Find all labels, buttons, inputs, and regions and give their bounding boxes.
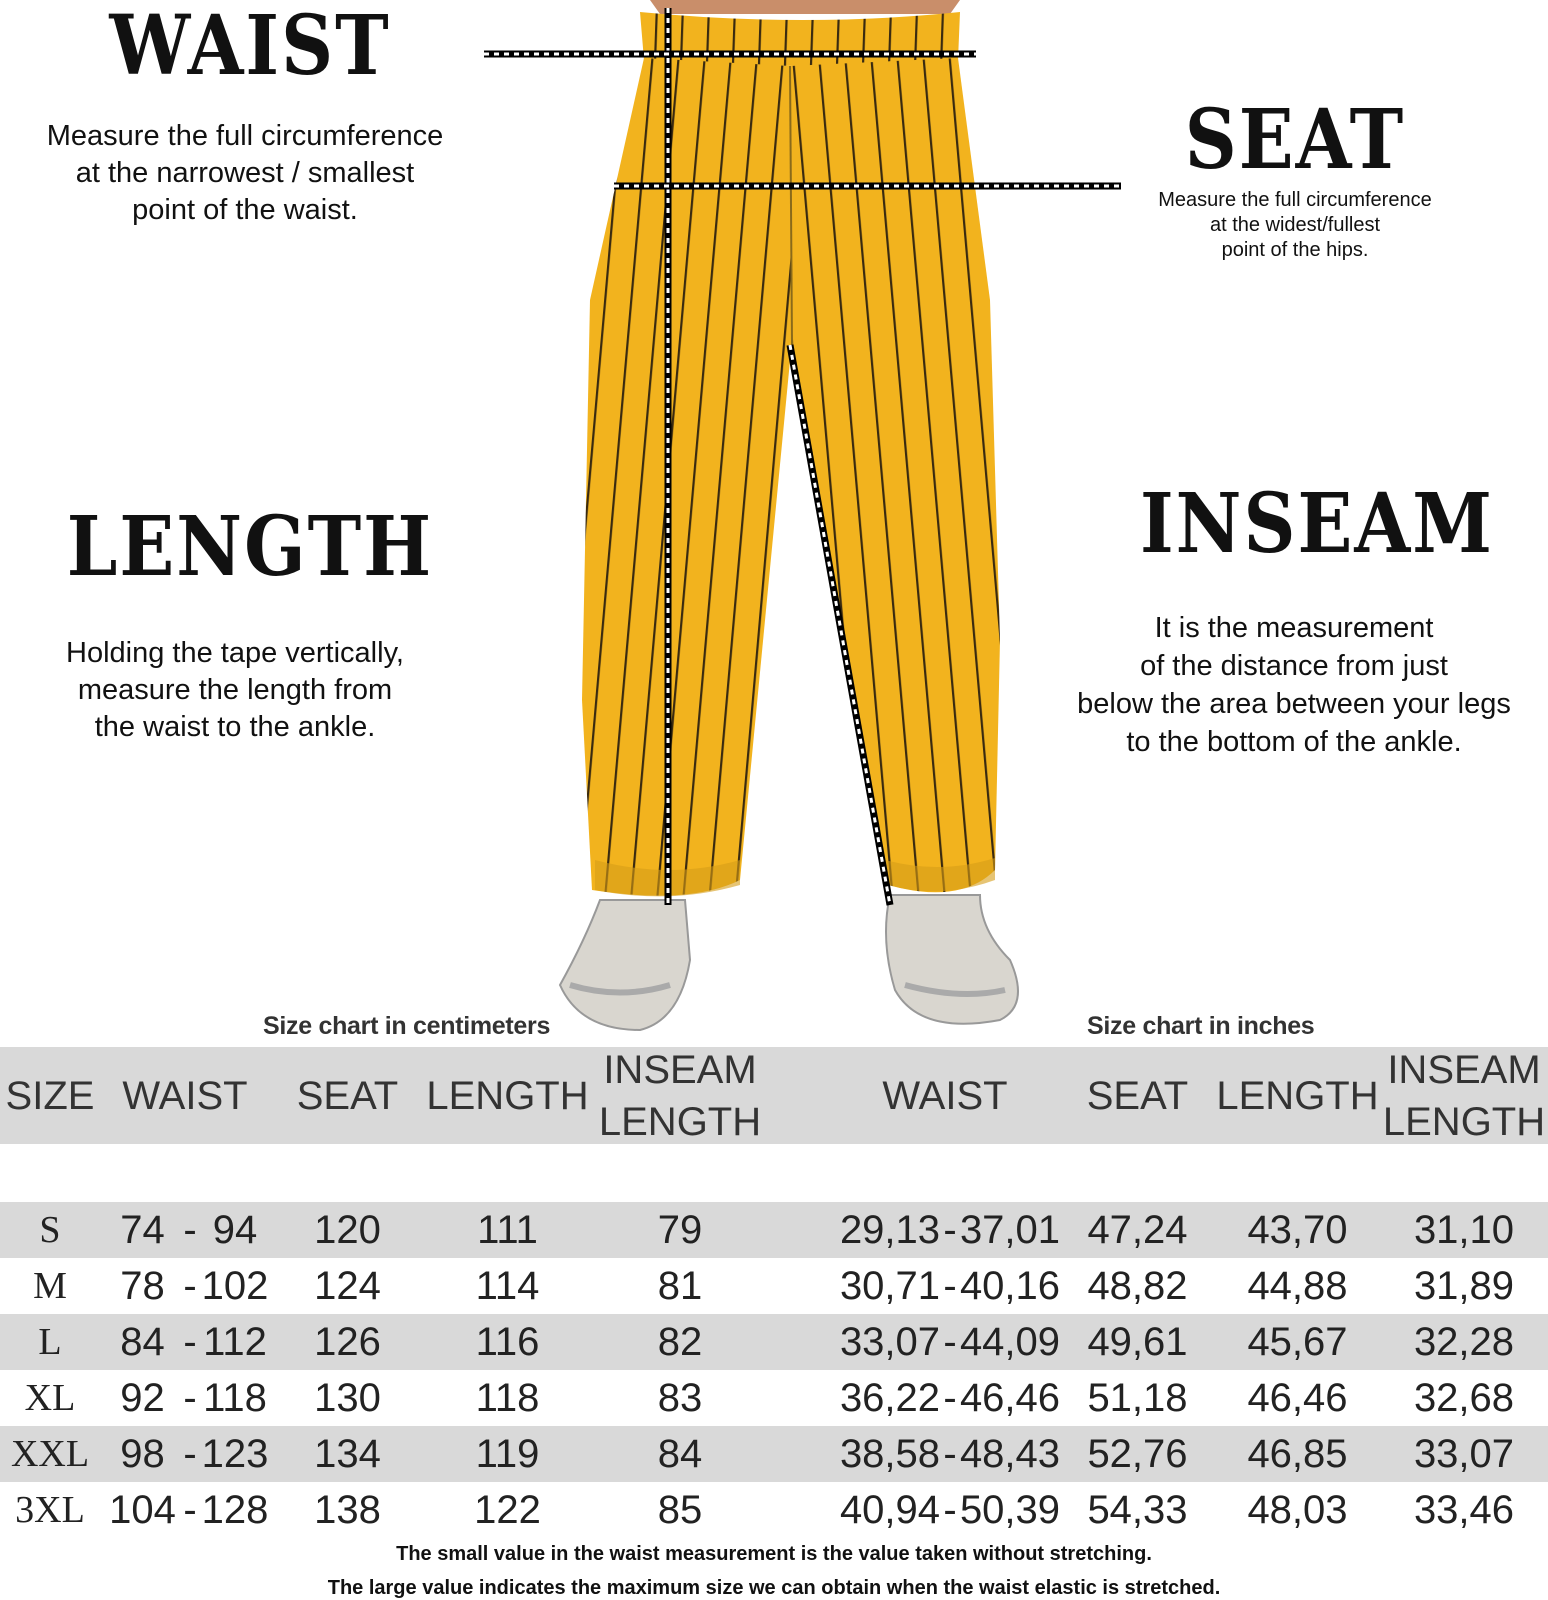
pants-illustration [540,0,1080,1040]
cell-waist-in-sep: - [943,1263,957,1308]
cell-waist-in-sep: - [943,1431,957,1476]
cell-inseam-in: 32,28 [1413,1319,1515,1364]
inseam-heading: INSEAM [1140,473,1494,572]
cell-waist-cm-max: 112 [203,1319,267,1364]
cell-length-cm: 119 [475,1431,540,1476]
cell-seat-in: 52,76 [1087,1431,1188,1476]
cell-waist-in-sep: - [943,1319,957,1364]
header-seat-cm: SEAT [296,1073,399,1118]
cell-waist-cm-min: 92 [120,1375,165,1420]
seat-desc-line: Measure the full circumference [1158,189,1432,211]
cell-waist-cm-min: 98 [120,1431,165,1476]
cell-size: XXL [10,1433,90,1475]
cell-length-cm: 122 [474,1487,541,1532]
header-waist-cm: WAIST [122,1073,248,1118]
cell-waist-cm-min: 74 [120,1207,165,1252]
cell-waist-in-max: 46,46 [959,1375,1061,1420]
seat-desc-line: point of the hips. [1221,239,1369,261]
header-inseam-cm [595,1047,765,1144]
cell-seat-cm: 130 [314,1375,381,1420]
cell-waist-cm-sep: - [183,1207,197,1252]
cell-waist-cm-min: 84 [120,1319,165,1364]
cell-inseam-in: 31,10 [1413,1207,1515,1252]
cell-length-cm: 116 [475,1319,540,1364]
cell-size: M [33,1265,67,1307]
cell-waist-in-sep: - [943,1487,957,1532]
cell-waist-in-sep: - [943,1375,957,1420]
cell-waist-in-max: 37,01 [959,1207,1061,1252]
inseam-desc-line: to the bottom of the ankle. [1126,726,1462,758]
cell-waist-in-max: 50,39 [959,1487,1061,1532]
length-desc-line: measure the length from [77,674,393,706]
cell-waist-in-min: 40,94 [839,1487,941,1532]
cell-seat-cm: 124 [314,1263,381,1308]
cell-seat-in: 47,24 [1087,1207,1188,1252]
inseam-desc-line: below the area between your legs [1077,688,1511,720]
waist-desc-line: Measure the full circumference [46,120,444,152]
cell-waist-cm-sep: - [183,1431,197,1476]
header-inseam-in [1380,1047,1548,1144]
header-waist-in: WAIST [882,1073,1008,1118]
inseam-description [1040,609,1548,761]
cell-waist-in-min: 30,71 [839,1263,941,1308]
cell-waist-in-min: 36,22 [839,1375,941,1420]
cell-waist-cm-max: 102 [201,1263,269,1308]
cell-waist-cm-min: 78 [120,1263,165,1308]
cell-waist-cm-sep: - [183,1375,197,1420]
seat-heading: SEAT [1184,89,1406,188]
inseam-desc-line: of the distance from just [1140,650,1448,682]
cell-waist-cm-sep: - [183,1319,197,1364]
header-inseam-cm-line2: LENGTH [598,1099,762,1144]
table-row [0,1370,1548,1426]
cell-seat-cm: 138 [314,1487,381,1532]
cell-seat-in: 49,61 [1087,1319,1188,1364]
right-shoe [886,895,1018,1024]
cell-length-in: 46,85 [1247,1431,1348,1476]
cell-inseam-in: 31,89 [1413,1263,1515,1308]
left-shoe [560,900,690,1030]
cell-waist-in-min: 38,58 [839,1431,941,1476]
cell-seat-cm: 126 [314,1319,381,1364]
table-row [0,1482,1548,1538]
cell-size: S [39,1209,61,1251]
waist-tape-line [480,48,980,60]
cell-inseam-cm: 82 [657,1319,703,1364]
cell-waist-cm-sep: - [183,1487,197,1532]
cell-inseam-cm: 81 [657,1263,703,1308]
cell-inseam-cm: 83 [657,1375,703,1420]
cell-length-in: 46,46 [1247,1375,1348,1420]
header-size: SIZE [5,1073,95,1118]
header-inseam-in-line2: LENGTH [1382,1099,1546,1144]
table-row [0,1258,1548,1314]
seat-desc-line: at the widest/fullest [1209,214,1381,236]
cell-seat-in: 48,82 [1087,1263,1188,1308]
cell-waist-in-max: 44,09 [959,1319,1061,1364]
cell-inseam-cm: 79 [657,1207,703,1252]
footnote-stretched: The large value indicates the maximum size we can obtain when the waist elastic is stretched. [327,1577,1221,1599]
cell-waist-cm-max: 94 [212,1207,258,1252]
seat-description [1110,188,1480,263]
table-row [0,1314,1548,1370]
cell-waist-in-min: 29,13 [839,1207,941,1252]
cell-waist-cm-max: 128 [201,1487,269,1532]
header-seat-in: SEAT [1086,1073,1189,1118]
waist-heading: WAIST [109,0,391,94]
table-row [0,1202,1548,1258]
cell-seat-in: 54,33 [1087,1487,1188,1532]
seat-tape-line [610,180,1125,192]
cell-inseam-in: 33,46 [1413,1487,1515,1532]
cell-waist-in-sep: - [943,1207,957,1252]
header-inseam-cm-line1: INSEAM [603,1047,757,1092]
cell-waist-cm-max: 118 [203,1375,267,1420]
waist-desc-line: at the narrowest / smallest [75,157,415,189]
waist-description [0,118,490,229]
inches-chart-caption: Size chart in inches [1087,1012,1315,1040]
footnote-unstretched: The small value in the waist measurement is the value taken without stretching. [396,1543,1152,1565]
cell-size: XL [24,1377,76,1419]
cell-seat-cm: 134 [314,1431,381,1476]
cell-inseam-cm: 85 [657,1487,703,1532]
cell-inseam-in: 32,68 [1413,1375,1515,1420]
cell-size: 3XL [15,1489,85,1531]
cell-length-in: 45,67 [1247,1319,1348,1364]
cell-length-in: 43,70 [1247,1207,1348,1252]
cell-size: L [38,1321,62,1363]
header-length-in: LENGTH [1216,1073,1379,1118]
cell-seat-cm: 120 [314,1207,381,1252]
header-inseam-in-line1: INSEAM [1387,1047,1541,1092]
cell-waist-in-min: 33,07 [839,1319,941,1364]
cell-waist-cm-min: 104 [109,1487,176,1532]
length-description [0,635,470,746]
table-row [0,1426,1548,1482]
cell-length-cm: 111 [477,1207,538,1252]
length-desc-line: the waist to the ankle. [94,711,376,743]
header-length-cm: LENGTH [426,1073,589,1118]
inseam-desc-line: It is the measurement [1154,612,1434,644]
waist-desc-line: point of the waist. [132,194,358,226]
cell-length-in: 48,03 [1247,1487,1348,1532]
cell-length-cm: 114 [475,1263,540,1308]
cell-length-in: 44,88 [1247,1263,1348,1308]
cell-length-cm: 118 [475,1375,540,1420]
cell-waist-in-max: 40,16 [959,1263,1061,1308]
cm-chart-caption: Size chart in centimeters [263,1012,551,1040]
cell-seat-in: 51,18 [1087,1375,1188,1420]
length-desc-line: Holding the tape vertically, [66,637,404,669]
torso-skin [650,0,960,14]
length-heading: LENGTH [66,496,434,595]
cell-waist-in-max: 48,43 [959,1431,1061,1476]
cell-waist-cm-max: 123 [201,1431,269,1476]
cell-inseam-in: 33,07 [1413,1431,1515,1476]
table-header [0,1047,1548,1144]
cell-inseam-cm: 84 [657,1431,703,1476]
cell-waist-cm-sep: - [183,1263,197,1308]
